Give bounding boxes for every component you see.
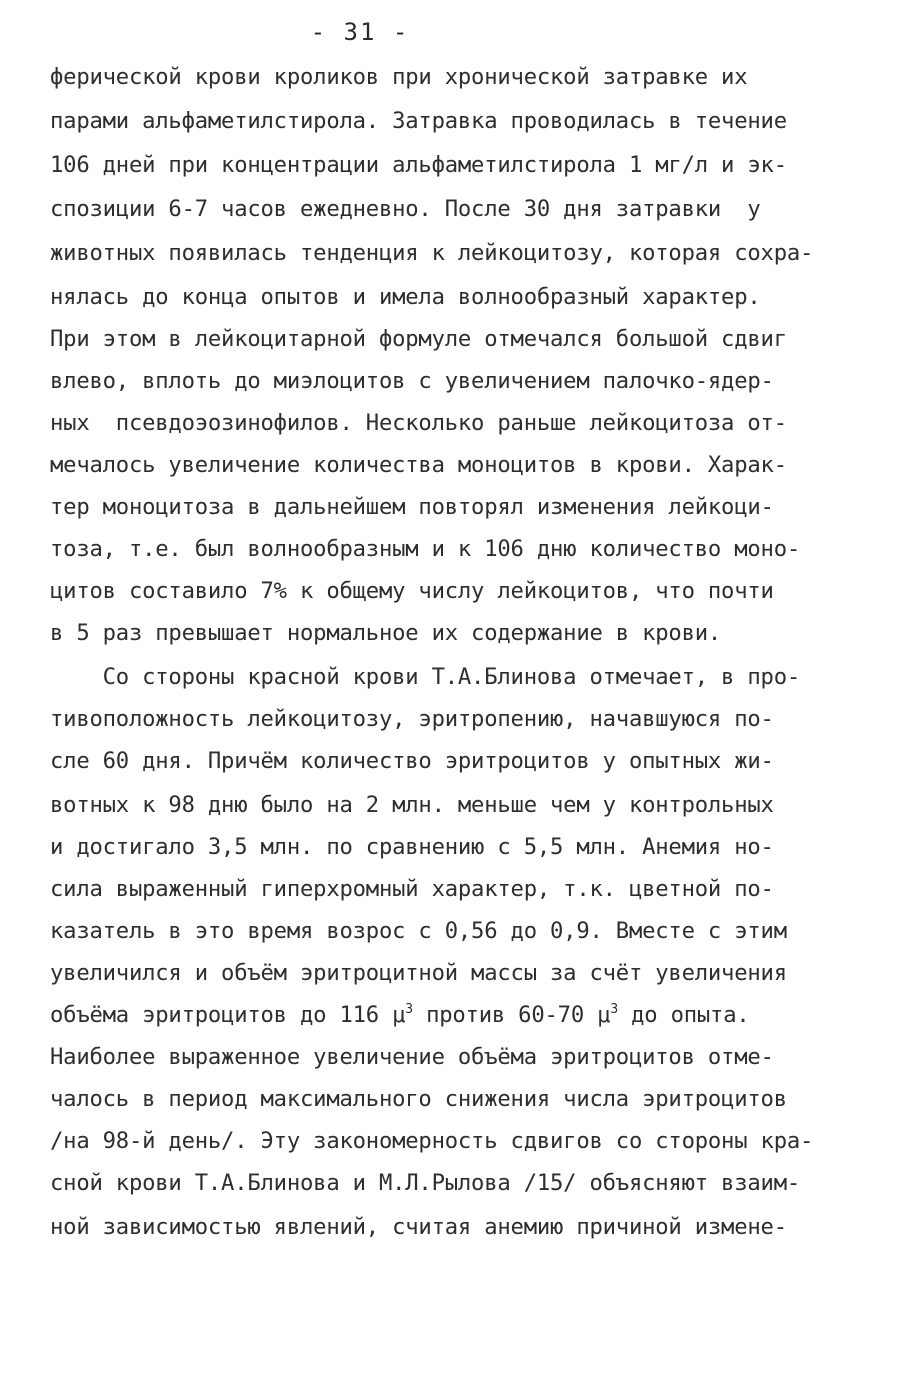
text-line: сила выраженный гиперхромный характер, т.к. цветной по-	[50, 876, 774, 902]
text-line: казатель в это время возрос с 0,56 до 0,9. Вместе с этим	[50, 918, 787, 944]
page-number: - 31 -	[310, 18, 410, 46]
text-line: При этом в лейкоцитарной формуле отмечался большой сдвиг	[50, 326, 787, 352]
text-line: тоза, т.е. был волнообразным и к 106 дню количество моно-	[50, 536, 801, 562]
text-line: Со стороны красной крови Т.А.Блинова отмечает, в про-	[50, 664, 801, 690]
text-line: ных псевдоэозинофилов. Несколько раньше лейкоцитоза от-	[50, 410, 787, 436]
text-line: вотных к 98 дню было на 2 млн. меньше чем у контрольных	[50, 792, 774, 818]
text-line: /на 98-й день/. Эту закономерность сдвигов со стороны кра-	[50, 1128, 814, 1154]
text-segment: объёма эритроцитов до 116	[50, 1002, 393, 1028]
text-segment: до опыта.	[617, 1002, 750, 1028]
unit-symbol: μ	[597, 1002, 611, 1028]
text-line: ной зависимостью явлений, считая анемию причиной измене-	[50, 1214, 787, 1240]
text-line: и достигало 3,5 млн. по сравнению с 5,5 млн. Анемия но-	[50, 834, 774, 860]
text-line: тивоположность лейкоцитозу, эритропению, начавшуюся по-	[50, 706, 774, 732]
text-line: сле 60 дня. Причём количество эритроцитов у опытных жи-	[50, 748, 774, 774]
text-line: Наиболее выраженное увеличение объёма эритроцитов отме-	[50, 1044, 774, 1070]
text-line: увеличился и объём эритроцитной массы за счёт увеличения	[50, 960, 787, 986]
text-line-with-units	[50, 1000, 750, 1030]
text-line: спозиции 6-7 часов ежедневно. После 30 дня затравки у	[50, 196, 761, 222]
text-line: парами альфаметилстирола. Затравка проводилась в течение	[50, 108, 787, 134]
superscript: 3	[405, 1002, 413, 1017]
text-line: 106 дней при концентрации альфаметилстирола 1 мг/л и эк-	[50, 152, 787, 178]
text-line: ферической крови кроликов при хронической затравке их	[50, 64, 748, 90]
text-segment: против 60-70	[412, 1002, 598, 1028]
text-line: влево, вплоть до миэлоцитов с увеличением палочко-ядер-	[50, 368, 774, 394]
unit-symbol: μ	[392, 1002, 406, 1028]
text-line: сной крови Т.А.Блинова и М.Л.Рылова /15/ объясняют взаим-	[50, 1170, 801, 1196]
text-line: тер моноцитоза в дальнейшем повторял изменения лейкоци-	[50, 494, 774, 520]
text-line: нялась до конца опытов и имела волнообразный характер.	[50, 284, 761, 310]
superscript: 3	[610, 1002, 618, 1017]
text-line: цитов составило 7% к общему числу лейкоцитов, что почти	[50, 578, 774, 604]
text-line: животных появилась тенденция к лейкоцитозу, которая сохра-	[50, 240, 814, 266]
text-line: чалось в период максимального снижения числа эритроцитов	[50, 1086, 787, 1112]
text-line: в 5 раз превышает нормальное их содержание в крови.	[50, 620, 722, 646]
text-line: мечалось увеличение количества моноцитов в крови. Харак-	[50, 452, 787, 478]
